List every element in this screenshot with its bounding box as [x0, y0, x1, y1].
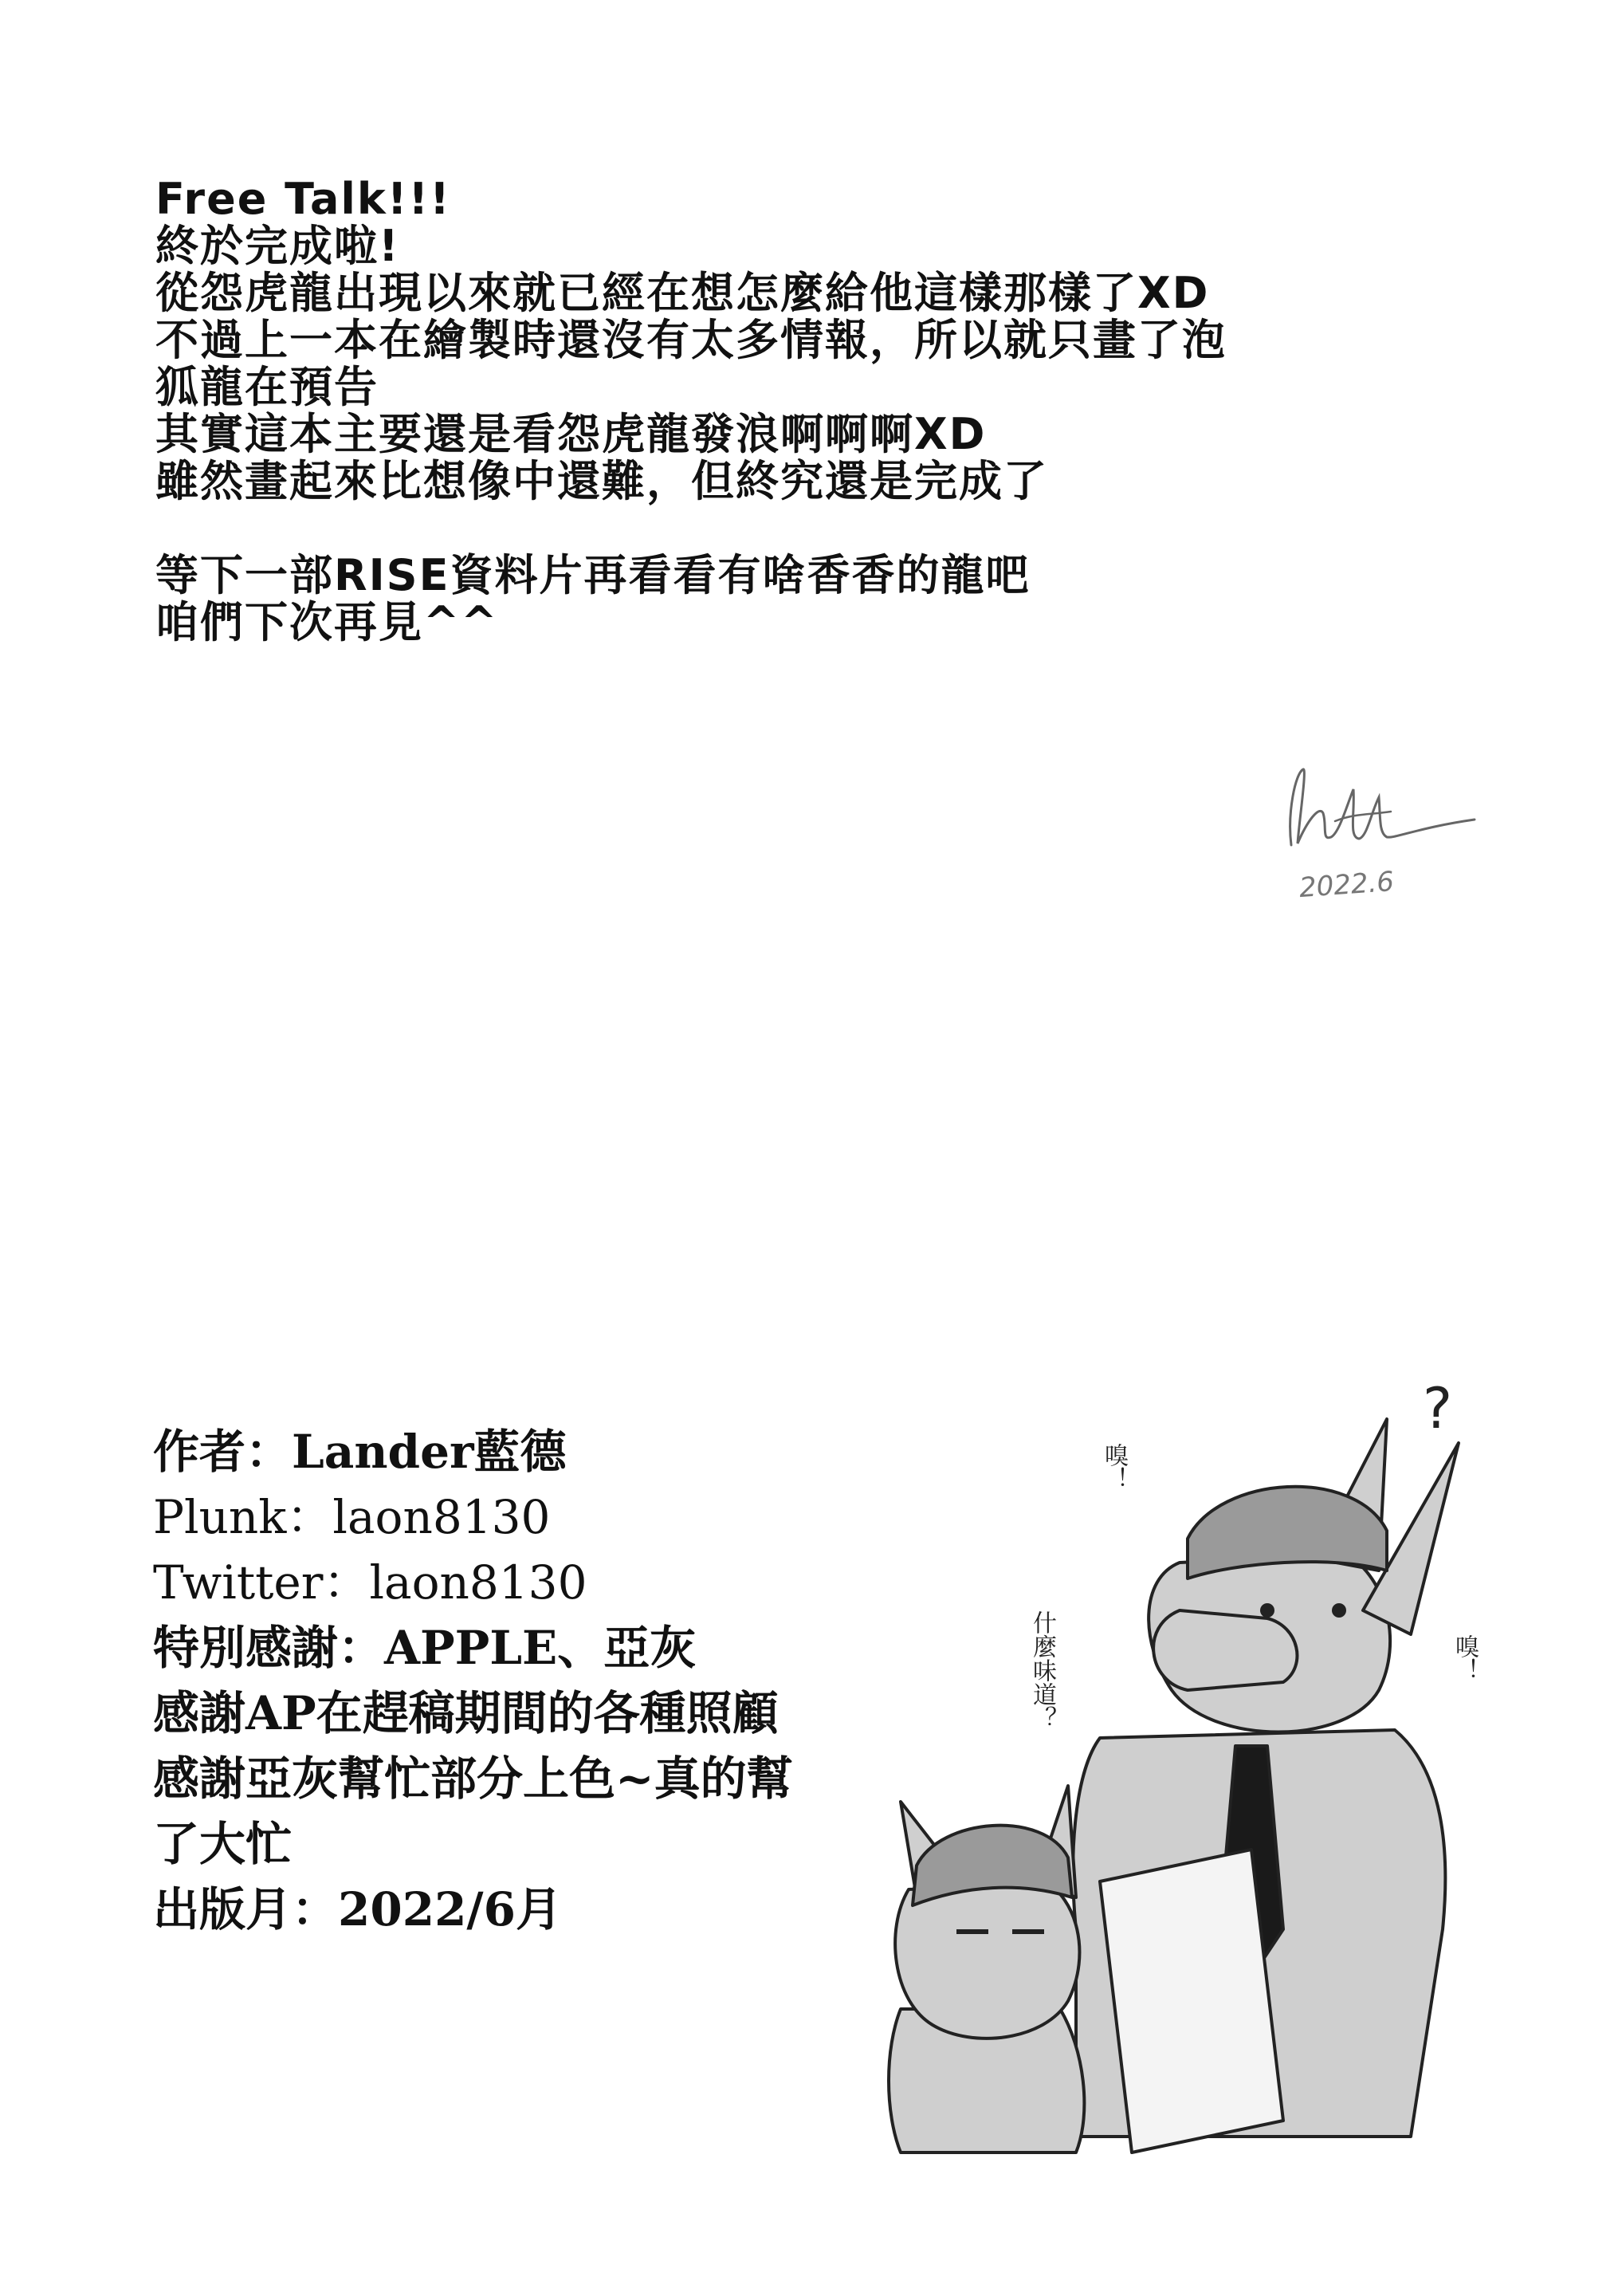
- wolf-officers-drawing: [837, 1371, 1554, 2168]
- free-talk-line: 雖然畫起來比想像中還難，但終究還是完成了: [155, 456, 1048, 506]
- credit-thanks-yahui: 感謝亞灰幫忙部分上色~真的幫: [153, 1751, 793, 1806]
- free-talk-line: 其實這本主要還是看怨虎龍發浪啊啊啊XD: [155, 409, 987, 459]
- free-talk-title: Free Talk!!!: [155, 174, 451, 224]
- credit-twitter: Twitter：laon8130: [153, 1555, 587, 1610]
- credit-publish-month: 出版月：2022/6月: [153, 1882, 562, 1936]
- free-talk-line: 狐龍在預告: [155, 362, 379, 412]
- signature-date: 2022.6: [1298, 865, 1396, 905]
- free-talk-line: 從怨虎龍出現以來就已經在想怎麼給他這樣那樣了XD: [155, 268, 1210, 318]
- small-wolf-head: [895, 1881, 1079, 2038]
- paragraph-gap: [155, 505, 1510, 552]
- sfx-sniff: 嗅！: [1451, 1634, 1479, 1682]
- sfx-sniff: 嗅！: [1100, 1443, 1128, 1491]
- clipboard: [1100, 1850, 1283, 2152]
- signature-scribble: [1259, 757, 1483, 869]
- big-wolf-muzzle: [1153, 1610, 1297, 1690]
- free-talk-block: [155, 175, 1510, 646]
- sfx-what-smell: 什麼味道？: [1028, 1610, 1056, 1730]
- credit-plunk: Plunk：laon8130: [153, 1490, 551, 1544]
- credit-author: 作者：Lander藍德: [153, 1425, 567, 1479]
- credit-thanks-yahui-cont: 了大忙: [153, 1817, 293, 1871]
- sfx-question-mark: ?: [1423, 1376, 1453, 1441]
- credit-special-thanks: 特別感謝：APPLE、亞灰: [153, 1621, 697, 1675]
- free-talk-closing-line: 等下一部RISE資料片再看看有啥香香的龍吧: [155, 550, 1031, 600]
- credits-block: [153, 1419, 950, 1942]
- free-talk-line: 不過上一本在繪製時還沒有太多情報，所以就只畫了泡: [155, 315, 1227, 365]
- free-talk-line: 終於完成啦!: [155, 221, 400, 271]
- author-signature: [1259, 757, 1483, 917]
- free-talk-closing-line: 咱們下次再見^^: [155, 597, 499, 647]
- police-wolves-illustration: [837, 1371, 1554, 2168]
- credit-thanks-ap: 感謝AP在趕稿期間的各種照顧: [153, 1686, 779, 1740]
